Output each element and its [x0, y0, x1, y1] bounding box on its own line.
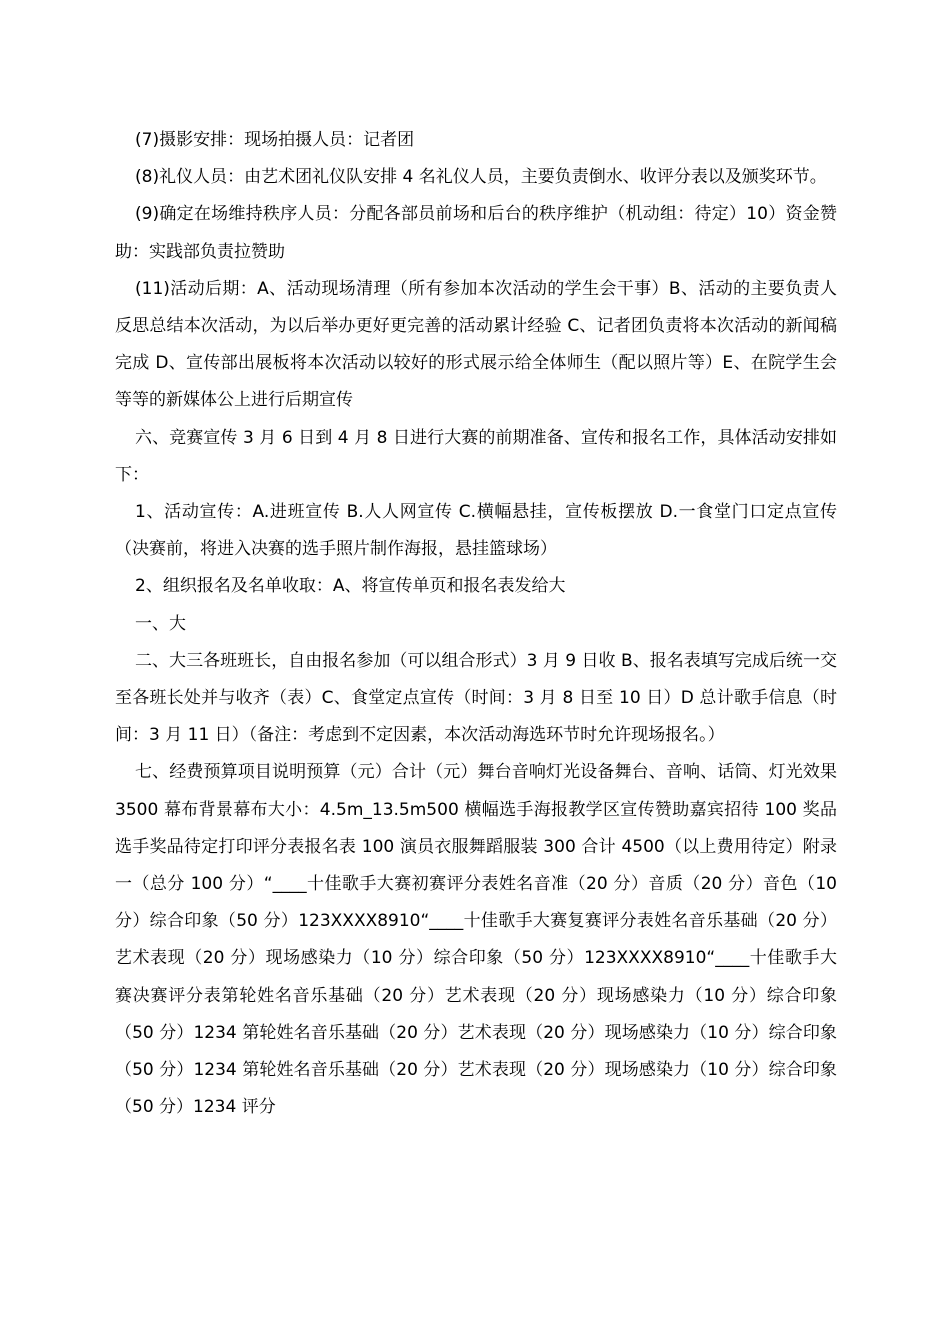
- paragraph-photography: (7)摄影安排：现场拍摄人员：记者团: [135, 130, 415, 150]
- paragraph-post-activity: (11)活动后期：A、活动现场清理（所有参加本次活动的学生会干事）B、活动的主要负责人反思总结本次活动，为以后举办更好更完善的活动累计经验 C、记者团负责将本次活动的新闻稿完成 D、宣传部出展板将本次活动以较好的形式展示给全体师生（配以照片等）E、在院学生会等等的新媒体公上进行后期宣传: [115, 278, 837, 411]
- paragraph-item-two: 二、大三各班班长，自由报名参加（可以组合形式）3 月 9 日收 B、报名表填写完成后统一交至各班长处并与收齐（表）C、食堂定点宣传（时间：3 月 8 日至 10 日）D 总计歌手信息（时间：3 月 11 日）（备注：考虑到不定因素，本次活动海选环节时允许现场报名。）: [115, 650, 837, 746]
- section-heading-budget: 七、经费预算项目说明预算（元）合计（元）舞台音响灯光设备舞台、音响、话筒、灯光效果 3500 幕布背景幕布大小：4.5m_13.5m500 横幅选手海报教学区宣传赞助嘉宾招待 100 奖品选手奖品待定打印评分表报名表 100 演员衣服舞蹈服装 300 合计 4500（以上费用待定）附录一（总分 100 分）“____十佳歌手大赛初赛评分表姓名音准（20 分）音质（20 分）音色（10 分）综合印象（50 分）123XXXX8910“____十佳歌手大赛复赛评分表姓名音乐基础（20 分）艺术表现（20 分）现场感染力（10 分）综合印象（50 分）123XXXX8910“____十佳歌手大赛决赛评分表第轮姓名音乐基础（20 分）艺术表现（20 分）现场感染力（10 分）综合印象（50 分）1234 第轮姓名音乐基础（20 分）艺术表现（20 分）现场感染力（10 分）综合印象（50 分）1234 第轮姓名音乐基础（20 分）艺术表现（20 分）现场感染力（10 分）综合印象（50 分）1234 评分: [115, 762, 837, 1118]
- document-page: [115, 122, 837, 1126]
- paragraph-registration: 2、组织报名及名单收取：A、将宣传单页和报名表发给大: [135, 576, 566, 597]
- paragraph-order-staff: (9)确定在场维持秩序人员：分配各部员前场和后台的秩序维护（机动组：待定）10）资金赞助：实践部负责拉赞助: [115, 204, 837, 262]
- section-heading-publicity: 六、竞赛宣传 3 月 6 日到 4 月 8 日进行大赛的前期准备、宣传和报名工作，具体活动安排如下：: [115, 427, 837, 485]
- paragraph-etiquette: (8)礼仪人员：由艺术团礼仪队安排 4 名礼仪人员，主要负责倒水、收评分表以及颁奖环节。: [135, 167, 827, 188]
- paragraph-item-one: 一、大: [135, 613, 186, 634]
- paragraph-activity-publicity: 1、活动宣传：A.进班宣传 B.人人网宣传 C.横幅悬挂，宣传板摆放 D.一食堂门口定点宣传（决赛前，将进入决赛的选手照片制作海报，悬挂篮球场）: [115, 502, 837, 560]
